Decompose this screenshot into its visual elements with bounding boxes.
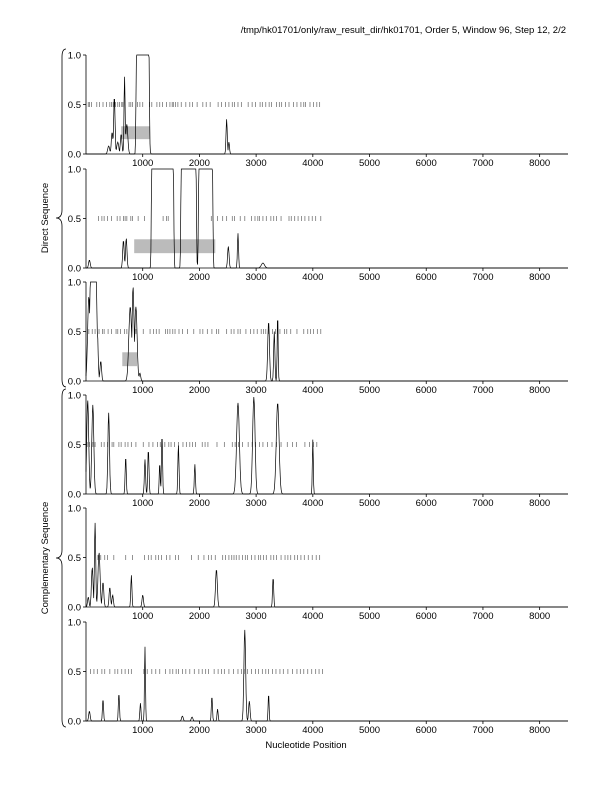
group-label: Direct Sequence — [40, 182, 51, 254]
y-tick-label: 0.5 — [67, 327, 81, 338]
x-tick-label: 6000 — [415, 498, 437, 509]
x-tick-label: 4000 — [302, 498, 324, 509]
region-box — [122, 352, 137, 366]
y-tick-label: 0.0 — [67, 149, 81, 161]
x-tick-label: 7000 — [472, 272, 494, 283]
x-tick-label: 3000 — [245, 611, 267, 622]
x-tick-label: 7000 — [472, 385, 494, 396]
x-tick-label: 3000 — [245, 498, 267, 509]
x-tick-label: 3000 — [245, 158, 267, 169]
x-tick-label: 7000 — [472, 158, 494, 169]
x-tick-label: 4000 — [302, 725, 324, 736]
page-title: /tmp/hk01701/only/raw_result_dir/hk01701, Order 5, Window 96, Step 12, 2/2 — [240, 25, 566, 36]
x-tick-label: 4000 — [302, 158, 324, 169]
region-box — [134, 239, 215, 253]
x-tick-label: 4000 — [302, 611, 324, 622]
y-tick-label: 0.5 — [67, 553, 81, 564]
x-tick-label: 8000 — [529, 725, 551, 736]
x-tick-label: 8000 — [529, 272, 551, 283]
x-tick-label: 6000 — [415, 158, 437, 169]
y-tick-label: 1.0 — [67, 390, 81, 402]
x-tick-label: 1000 — [132, 611, 154, 622]
y-tick-label: 1.0 — [67, 164, 81, 176]
x-tick-label: 6000 — [415, 385, 437, 396]
x-tick-label: 1000 — [132, 498, 154, 509]
y-tick-label: 0.5 — [67, 214, 81, 225]
x-tick-label: 6000 — [415, 611, 437, 622]
series-line — [86, 55, 568, 154]
series-line — [86, 630, 568, 721]
y-tick-label: 1.0 — [67, 617, 81, 629]
x-tick-label: 5000 — [358, 611, 381, 622]
y-tick-label: 0.5 — [67, 100, 81, 111]
series-line — [86, 523, 568, 607]
y-tick-label: 0.0 — [67, 716, 81, 728]
x-tick-label: 5000 — [358, 725, 381, 736]
x-tick-label: 5000 — [358, 158, 381, 169]
x-tick-label: 2000 — [188, 611, 210, 622]
series-line — [86, 397, 568, 494]
x-tick-label: 1000 — [132, 385, 154, 396]
x-tick-label: 1000 — [132, 725, 154, 736]
group-brace — [56, 49, 66, 387]
y-tick-label: 1.0 — [67, 277, 81, 289]
x-tick-label: 3000 — [245, 725, 267, 736]
x-tick-label: 1000 — [132, 272, 154, 283]
y-tick-label: 1.0 — [67, 503, 81, 515]
x-tick-label: 7000 — [472, 611, 494, 622]
x-tick-label: 1000 — [132, 158, 154, 169]
x-tick-label: 7000 — [472, 498, 494, 509]
x-tick-label: 8000 — [529, 385, 551, 396]
group-brace — [56, 389, 66, 727]
x-axis-label: Nucleotide Position — [265, 740, 347, 751]
y-tick-label: 0.0 — [67, 602, 81, 614]
x-tick-label: 6000 — [415, 272, 437, 283]
x-tick-label: 2000 — [188, 272, 210, 283]
series-line — [86, 282, 568, 381]
y-tick-label: 0.0 — [67, 263, 81, 275]
x-tick-label: 8000 — [529, 498, 551, 509]
x-tick-label: 2000 — [188, 725, 210, 736]
x-tick-label: 3000 — [245, 385, 267, 396]
group-label: Complementary Sequence — [40, 501, 51, 615]
x-tick-label: 8000 — [529, 611, 551, 622]
y-tick-label: 0.5 — [67, 667, 81, 678]
x-tick-label: 4000 — [302, 385, 324, 396]
y-tick-label: 1.0 — [67, 50, 81, 62]
x-tick-label: 2000 — [188, 498, 210, 509]
x-tick-label: 2000 — [188, 158, 210, 169]
x-tick-label: 8000 — [529, 158, 551, 169]
x-tick-label: 7000 — [472, 725, 494, 736]
x-tick-label: 4000 — [302, 272, 324, 283]
y-tick-label: 0.5 — [67, 440, 81, 451]
x-tick-label: 6000 — [415, 725, 437, 736]
x-tick-label: 5000 — [358, 272, 381, 283]
x-tick-label: 5000 — [358, 498, 381, 509]
y-tick-label: 0.0 — [67, 489, 81, 501]
x-tick-label: 2000 — [188, 385, 210, 396]
x-tick-label: 5000 — [358, 385, 381, 396]
y-tick-label: 0.0 — [67, 376, 81, 388]
x-tick-label: 3000 — [245, 272, 267, 283]
